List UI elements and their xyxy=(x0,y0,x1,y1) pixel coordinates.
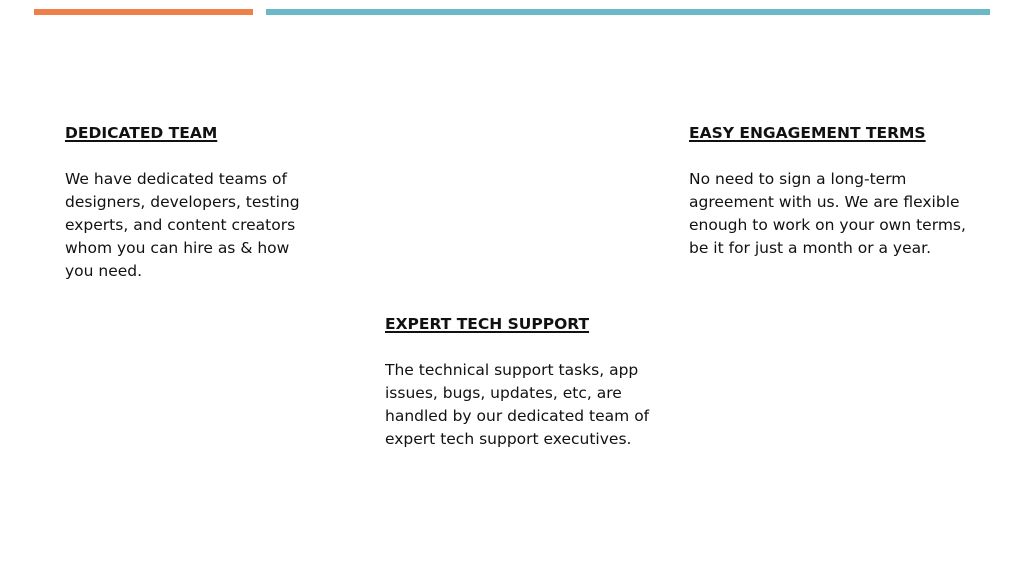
easy-engagement-text: No need to sign a long-term agreement with us. We are flexible enough to work on your own terms, be it for just a month or a year. xyxy=(689,170,966,257)
expert-support-heading: EXPERT TECH SUPPORT xyxy=(385,315,590,333)
expert-support-section xyxy=(385,313,665,451)
accent-bar-orange xyxy=(34,9,253,15)
accent-bar-teal xyxy=(266,9,990,15)
dedicated-team-text: We have dedicated teams of designers, developers, testing experts, and content creators whom you can hire as & how you need. xyxy=(65,170,300,280)
expert-support-text: The technical support tasks, app issues, bugs, updates, etc, are handled by our dedicated team of expert tech support executives. xyxy=(385,361,650,448)
dedicated-team-heading: DEDICATED TEAM xyxy=(65,124,218,142)
easy-engagement-section xyxy=(689,122,979,260)
dedicated-team-section xyxy=(65,122,305,283)
easy-engagement-heading: EASY ENGAGEMENT TERMS xyxy=(689,124,926,142)
